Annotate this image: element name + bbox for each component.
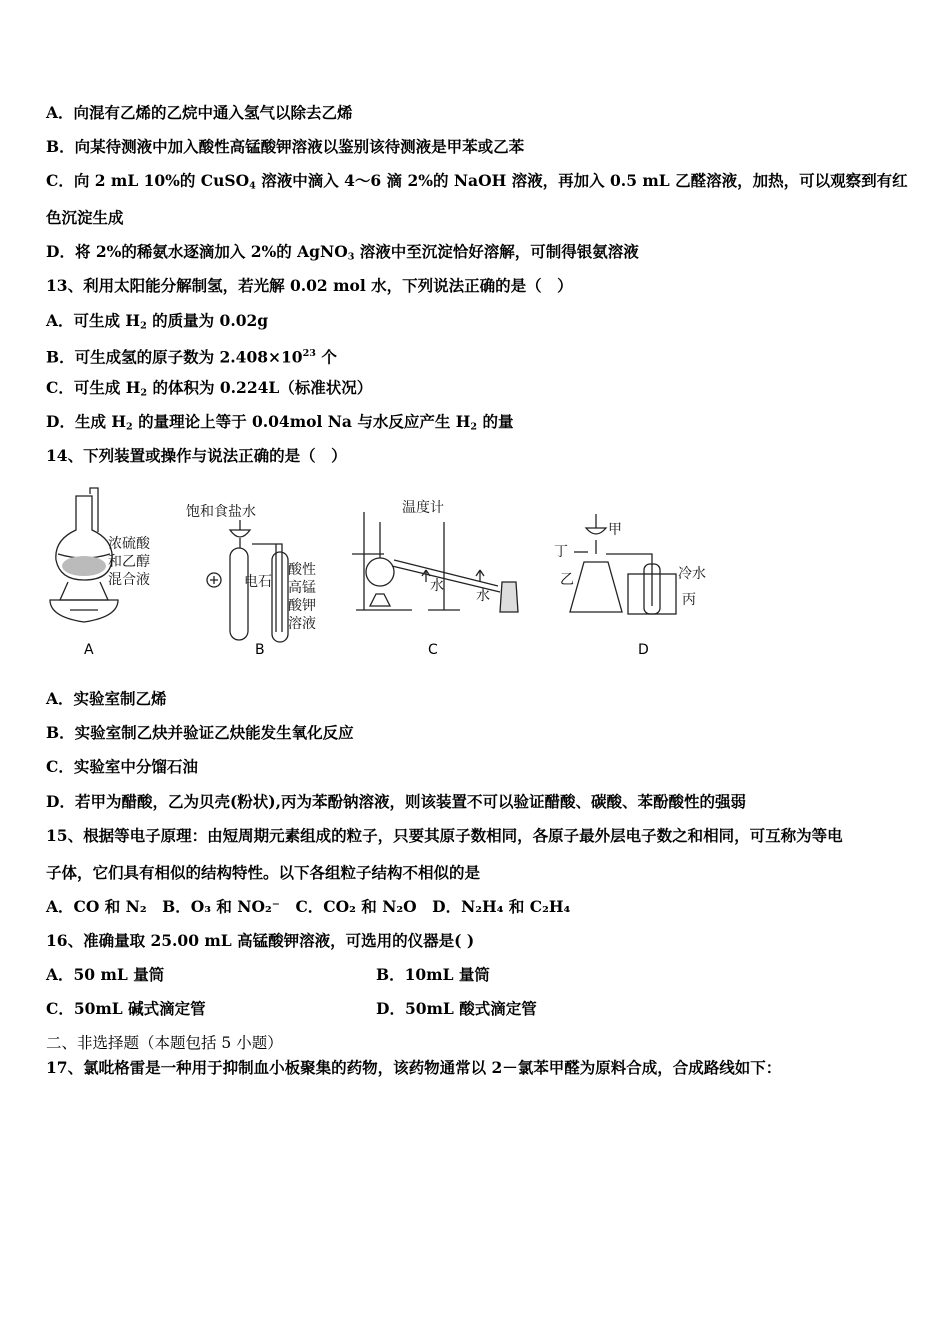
question-16-stem: 16、准确量取 25.00 mL 高锰酸钾溶液，可选用的仪器是( ) [46, 931, 475, 950]
D-yi-label: 乙 [560, 572, 574, 588]
label-A: A [84, 642, 94, 658]
B-label-4: 溶液 [288, 616, 316, 632]
option-12C: C．向 2 mL 10%的 CuSO$_4$ 溶液中滴入 4～6 滴 2%的 NaOH 溶液，再加入 0.5 mL 乙醛溶液，加热，可以观察到有红 [46, 171, 908, 192]
apparatus-figure [40, 482, 740, 664]
apparatus-A [50, 488, 151, 658]
B-top-label: 饱和食盐水 [186, 504, 256, 520]
B-label-2: 高锰 [288, 580, 316, 596]
option-12B: B．向某待测液中加入酸性高锰酸钾溶液以鉴别该待测液是甲苯或乙苯 [46, 137, 525, 156]
A-label-1: 浓硫酸 [108, 536, 150, 552]
option-16C: C．50mL 碱式滴定管 [46, 999, 206, 1018]
D-jia-label: 甲 [608, 522, 622, 538]
option-14D: D．若甲为醋酸，乙为贝壳(粉状),丙为苯酚钠溶液，则该装置不可以验证醋酸、碳酸、苯酚酸性的强弱 [46, 792, 747, 811]
option-13C: C．可生成 $H_2$ 的体积为 0.224L（标准状况） [46, 378, 373, 399]
option-13B: B．可生成氢的原子数为 $2.408\times 10^{23}$ 个 [46, 347, 337, 367]
B-stone-label: 电石 [244, 574, 272, 590]
label-C: C [428, 642, 438, 658]
question-17-stem: 17、氯吡格雷是一种用于抑制血小板聚集的药物，该药物通常以 2－氯苯甲醛为原料合成，合成路线如下： [46, 1058, 782, 1077]
C-water-label-2: 水 [476, 588, 490, 604]
D-ding-label: 丁 [554, 544, 568, 560]
question-13-stem: 13、利用太阳能分解制氢，若光解 0.02 mol 水，下列说法正确的是（ ） [46, 276, 573, 295]
option-16A: A．50 mL 量筒 [46, 965, 165, 984]
option-16D: D．50mL 酸式滴定管 [376, 999, 537, 1018]
option-12D: D．将 2%的稀氨水逐滴加入 2%的 AgNO$_3$ 溶液中至沉淀恰好溶解，可制得银氨溶液 [46, 242, 639, 263]
B-label-3: 酸钾 [288, 598, 316, 614]
D-cold-label: 冷水 [678, 566, 706, 582]
options-15: A．CO 和 N₂ B．O₃ 和 NO₂⁻ C．CO₂ 和 N₂O D．N₂H₄ 和 C₂H₄ [46, 897, 571, 916]
option-14B: B．实验室制乙炔并验证乙炔能发生氧化反应 [46, 723, 354, 742]
question-15-stem-1: 15、根据等电子原理：由短周期元素组成的粒子，只要其原子数相同，各原子最外层电子数之和相同，可互称为等电 [46, 826, 843, 845]
question-15-stem-2: 子体，它们具有相似的结构特性。以下各组粒子结构不相似的是 [46, 863, 481, 882]
apparatus-C [352, 499, 518, 658]
option-14C: C．实验室中分馏石油 [46, 757, 198, 776]
label-B: B [255, 642, 265, 658]
option-16B: B．10mL 量筒 [376, 965, 490, 984]
option-14A: A．实验室制乙烯 [46, 689, 167, 708]
B-label-1: 酸性 [288, 562, 316, 578]
section-2-heading: 二、非选择题（本题包括 5 小题） [46, 1034, 283, 1052]
D-bing-label: 丙 [682, 592, 696, 608]
question-14-stem: 14、下列装置或操作与说法正确的是（ ） [46, 446, 347, 465]
apparatus-D [554, 514, 706, 658]
label-D: D [638, 642, 649, 658]
apparatus-B [186, 503, 316, 658]
option-13A: A．可生成 $H_2$ 的质量为 0.02g [46, 311, 269, 332]
C-top-label: 温度计 [402, 500, 444, 516]
option-13D: D．生成 $H_2$ 的量理论上等于 0.04mol Na 与水反应产生 $H_2$ 的量 [46, 412, 514, 433]
option-12C-cont: 色沉淀生成 [46, 208, 124, 227]
option-12A: A．向混有乙烯的乙烷中通入氢气以除去乙烯 [46, 103, 353, 122]
C-water-label-1: 水 [430, 578, 444, 594]
A-label-2: 和乙醇 [108, 554, 150, 570]
A-label-3: 混合液 [108, 572, 150, 588]
